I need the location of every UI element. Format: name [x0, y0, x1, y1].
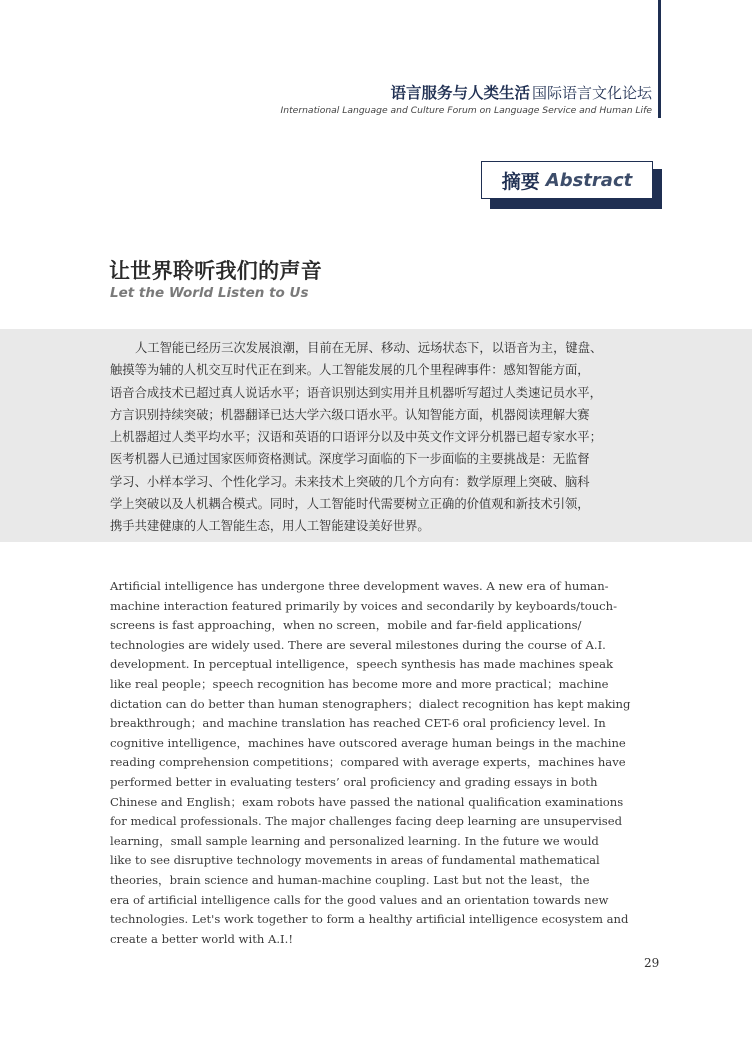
section-label-cn: 摘要	[501, 170, 540, 193]
abstract-cn-line: 触摸等为辅的人机交互时代正在到来。人工智能发展的几个里程碑事件：感知智能方面，	[110, 363, 590, 378]
abstract-en-line: screens is fast approaching，when no screen，mobile and far-field applications/	[110, 618, 582, 633]
abstract-en-line: development. In perceptual intelligence，speech synthesis has made machines speak	[110, 657, 614, 672]
abstract-en-line: create a better world with A.I.!	[110, 931, 293, 946]
article-title-en: Let the World Listen to Us	[110, 285, 309, 301]
abstract-en-line: theories，brain science and human-machine coupling. Last but not the least，the	[110, 872, 590, 887]
section-label-box	[481, 161, 653, 199]
abstract-en-line: performed better in evaluating testers’ oral proficiency and grading essays in both	[110, 774, 598, 789]
abstract-cn-line: 方言识别持续突破；机器翻译已达大学六级口语水平。认知智能方面，机器阅读理解大赛	[110, 407, 590, 422]
article-title-cn: 让世界聆听我们的声音	[109, 258, 322, 283]
abstract-en-line: like to see disruptive technology movements in areas of fundamental mathematical	[110, 853, 600, 868]
header-accent-bar	[658, 0, 661, 118]
page-number: 29	[644, 956, 660, 970]
abstract-en-line: like real people；speech recognition has become more and more practical；machine	[110, 676, 609, 691]
abstract-en-line: breakthrough；and machine translation has reached CET-6 oral proficiency level. In	[110, 716, 606, 731]
running-header-cn	[390, 82, 652, 104]
section-label-en: Abstract	[545, 169, 633, 191]
abstract-en-line: era of artificial intelligence calls for the good values and an orientation towards new	[110, 892, 609, 907]
abstract-en-line: cognitive intelligence，machines have outscored average human beings in the machine	[110, 735, 626, 750]
abstract-en-line: machine interaction featured primarily by voices and secondarily by keyboards/touch-	[110, 598, 618, 613]
abstract-cn-line: 学上突破以及人机耦合模式。同时，人工智能时代需要树立正确的价值观和新技术引领，	[110, 497, 590, 512]
abstract-en-line: reading comprehension competitions；compared with average experts，machines have	[110, 755, 626, 770]
abstract-en-paragraph	[110, 577, 670, 949]
header-title-bold: 语言服务与人类生活	[390, 83, 530, 102]
abstract-cn-paragraph	[110, 337, 670, 538]
abstract-cn-line: 上机器超过人类平均水平；汉语和英语的口语评分以及中英文作文评分机器已超专家水平；	[110, 430, 602, 445]
abstract-cn-line: 人工智能已经历三次发展浪潮，目前在无屏、移动、远场状态下，以语音为主，键盘、	[135, 341, 603, 355]
abstract-cn-line: 语音合成技术已超过真人说话水平；语音识别达到实用并且机器听写超过人类速记员水平，	[110, 385, 602, 400]
abstract-en-line: learning，small sample learning and personalized learning. In the future we would	[110, 833, 599, 848]
running-header-en: International Language and Culture Forum on Language Service and Human Life	[280, 105, 652, 116]
abstract-en-line: for medical professionals. The major challenges facing deep learning are unsupervised	[110, 814, 623, 829]
abstract-en-line: Chinese and English；exam robots have passed the national qualification examinations	[110, 794, 624, 809]
header-title-light: 国际语言文化论坛	[531, 84, 652, 102]
abstract-cn-line: 学习、小样本学习、个性化学习。未来技术上突破的几个方向有：数学原理上突破、脑科	[110, 474, 590, 489]
abstract-en-line: technologies are widely used. There are several milestones during the course of A.I.	[110, 637, 606, 652]
abstract-en-line: dictation can do better than human stenographers；dialect recognition has kept making	[110, 696, 631, 711]
abstract-en-line: technologies. Let's work together to form a healthy artificial intelligence ecosystem and	[110, 912, 629, 927]
abstract-cn-line: 携手共建健康的人工智能生态，用人工智能建设美好世界。	[110, 519, 430, 534]
abstract-cn-line: 医考机器人已通过国家医师资格测试。深度学习面临的下一步面临的主要挑战是：无监督	[110, 452, 590, 467]
abstract-en-line: Artificial intelligence has undergone three development waves. A new era of human-	[110, 579, 609, 593]
